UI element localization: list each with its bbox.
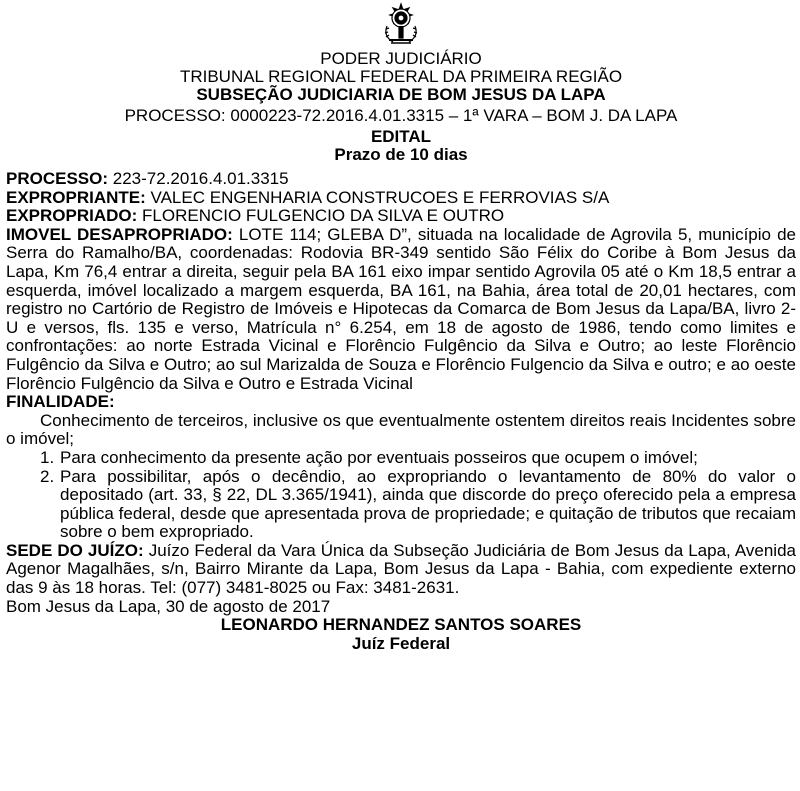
imovel-value: LOTE 114; GLEBA D”, situada na localidade de Agrovila 5, município de Serra do Ramalho/BA, coordenadas: Rodovia BR-349 sentido São Félix do Coribe à Bom Jesus da Lapa, Km 76,4 entrar a direita, seguir pela BA 161 eixo impar sentido Agrovila 05 até o Km 18,5 entrar a esquerda, imóvel localizado a margem esquerda, BA 161, na Bahia, área total de 20,01 hectares, com registro no Cartório de Registro de Imóveis e Hipotecas da Comarca de Bom Jesus da Lapa/BA, livro 2-U e versos, fls. 135 e verso, Matrícula n° 6.254, em 18 de agosto de 1986, tendo como limites e confrontações: ao norte Estrada Vicinal e Florêncio Fulgêncio da Silva e Outro; ao leste Florêncio Fulgêncio da Silva e Outro; ao sul Marizalda de Souza e Florêncio Fulgencio da Silva e outro; e ao oeste Florêncio Fulgêncio da Silva e Outro e Estrada Vicinal	[6, 224, 796, 393]
list-item	[6, 468, 796, 542]
expropriante-value: VALEC ENGENHARIA CONSTRUCOES E FERROVIAS S/A	[145, 187, 610, 207]
processo-field	[6, 170, 796, 189]
expropriante-label: EXPROPRIANTE:	[6, 187, 146, 207]
finalidade-intro: Conhecimento de terceiros, inclusive os que eventualmente ostentem direitos reais Incidentes sobre o imóvel;	[6, 410, 796, 449]
finalidade-label: FINALIDADE:	[6, 392, 115, 412]
coat-of-arms-icon	[379, 2, 423, 46]
header-line-processo: PROCESSO: 0000223-72.2016.4.01.3315 – 1ª VARA – BOM J. DA LAPA	[124, 106, 678, 125]
processo-value: 223-72.2016.4.01.3315	[108, 169, 289, 188]
expropriado-label: EXPROPRIADO:	[6, 206, 138, 226]
header-line-poder: PODER JUDICIÁRIO	[320, 49, 482, 68]
finalidade-list	[6, 449, 796, 542]
sede-value: Juízo Federal da Vara Única da Subseção Judiciária de Bom Jesus da Lapa, Avenida Agenor Magalhães, s/n, Bairro Mirante da Lapa, Bom Jesus da Lapa - Bahia, com expediente externo das 9 às 18 horas. Tel: (077) 3481-8025 ou Fax: 3481-2631.	[6, 540, 796, 598]
list-item-text: Para conhecimento da presente ação por eventuais posseiros que ocupem o imóvel;	[60, 447, 698, 467]
list-item-number: 1.	[40, 447, 55, 467]
edital-title: EDITAL	[370, 127, 432, 146]
sede-label: SEDE DO JUÍZO:	[6, 540, 144, 560]
imovel-label: IMOVEL DESAPROPRIADO:	[6, 224, 233, 244]
expropriado-value: FLORENCIO FULGENCIO DA SILVA E OUTRO	[137, 206, 505, 226]
signer-role: Juíz Federal	[351, 633, 451, 653]
edital-body	[6, 170, 796, 616]
processo-label: PROCESSO:	[6, 169, 109, 188]
list-item	[6, 449, 796, 468]
header-line-subsecao: SUBSEÇÃO JUDICIARIA DE BOM JESUS DA LAPA	[196, 85, 606, 104]
sede-field	[6, 542, 796, 598]
expropriado-field	[6, 207, 796, 226]
imovel-field	[6, 226, 796, 393]
list-item-text: Para possibilitar, após o decêndio, ao expropriando o levantamento de 80% do valor o depositado (art. 33, § 22, DL 3.365/1941), ainda que discorde do preço oferecido pela a empresa pública federal, desde que apresentada prova de propriedade; e quitação de tributos que recaiam sobre o bem expropriado.	[60, 466, 796, 542]
expropriante-field	[6, 189, 796, 208]
signer-name: LEONARDO HERNANDEZ SANTOS SOARES	[220, 615, 582, 635]
list-item-number: 2.	[40, 466, 55, 486]
edital-deadline: Prazo de 10 dias	[334, 145, 468, 164]
place-date: Bom Jesus da Lapa, 30 de agosto de 2017	[6, 596, 331, 616]
header-line-tribunal: TRIBUNAL REGIONAL FEDERAL DA PRIMEIRA REGIÃO	[179, 67, 623, 86]
